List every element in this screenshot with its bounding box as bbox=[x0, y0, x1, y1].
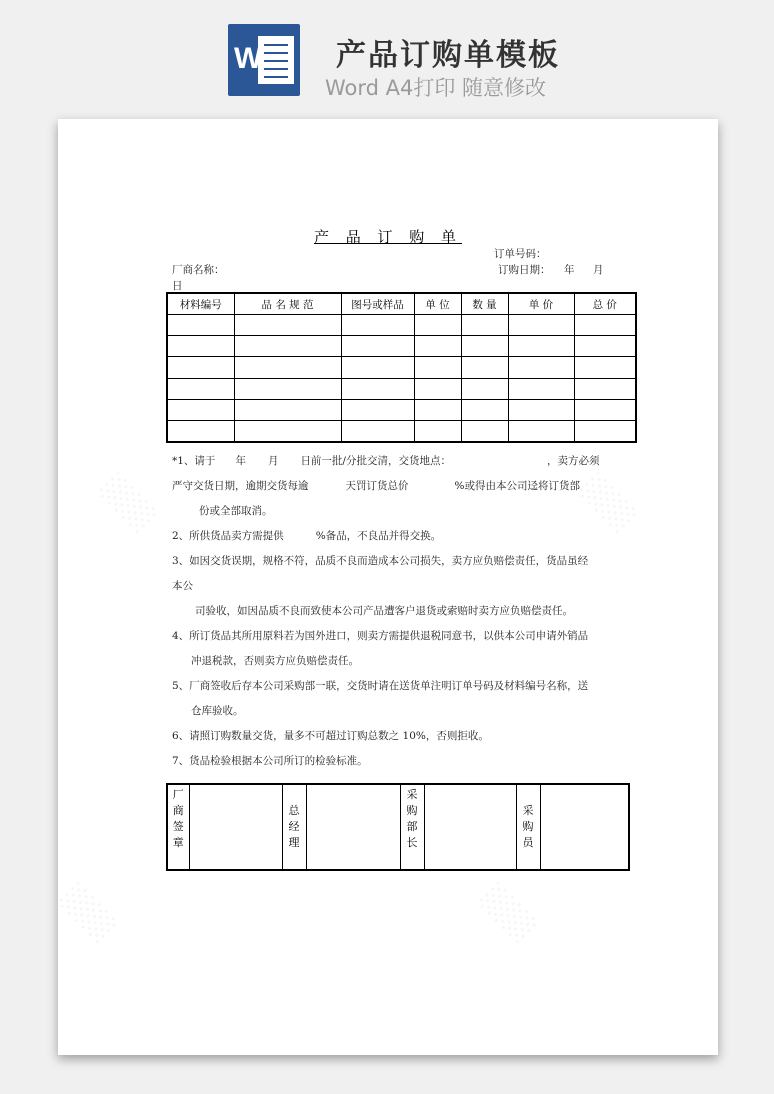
word-icon bbox=[228, 24, 300, 96]
term-2: 2、所供货品卖方需提供 %备品，不良品并得交换。 bbox=[172, 530, 442, 542]
order-number-label: 订单号码： bbox=[494, 248, 547, 260]
term-3-line-2: 本公 bbox=[172, 580, 193, 592]
term-4-line-2: 冲退税款，否则卖方应负赔偿责任。 bbox=[191, 655, 359, 667]
term-5-line-2: 仓库验收。 bbox=[191, 705, 244, 717]
signature-field-purchasing-manager[interactable] bbox=[424, 784, 516, 870]
table-row bbox=[167, 357, 636, 378]
banner-title: 产品订购单模板 bbox=[336, 38, 560, 73]
term-1-line-3: 份或全部取消。 bbox=[199, 505, 273, 517]
table-header-row bbox=[167, 293, 636, 315]
table-header-cell: 单 价 bbox=[508, 293, 574, 315]
term-1-line-1: *1、请于 年 月 日前一批/分批交清，交货地点： ，卖方必须 bbox=[172, 455, 600, 467]
table-header-cell: 总 价 bbox=[574, 293, 636, 315]
order-date-day: 日 bbox=[172, 280, 183, 292]
order-date-year: 年 bbox=[564, 264, 575, 276]
term-6: 6、请照订购数量交货，量多不可超过订购总数之 10%，否则拒收。 bbox=[172, 730, 489, 742]
watermark: ░░░ bbox=[56, 882, 120, 946]
order-date-label: 订购日期： bbox=[498, 264, 551, 276]
table-header-cell: 品 名 规 范 bbox=[234, 293, 341, 315]
term-1-line-2: 严守交货日期，逾期交货每逾 天罚订货总价 %或得由本公司迳将订货部 bbox=[172, 480, 580, 492]
signature-table bbox=[166, 783, 630, 871]
order-date-month: 月 bbox=[593, 264, 604, 276]
table-row bbox=[167, 378, 636, 399]
signature-label-purchasing-manager: 采购部长 bbox=[400, 784, 424, 870]
signature-label-vendor: 厂商签章 bbox=[167, 784, 189, 870]
watermark: ░░░ bbox=[476, 882, 540, 946]
table-header-cell: 图号或样品 bbox=[341, 293, 414, 315]
watermark: ░░░ bbox=[576, 472, 640, 536]
table-row bbox=[167, 336, 636, 357]
term-5-line-1: 5、厂商签收后存本公司采购部一联，交货时请在送货单注明订单号码及材料编号名称，送 bbox=[172, 680, 589, 692]
term-4-line-1: 4、所订货品其所用原料若为国外进口，则卖方需提供退税同意书，以供本公司申请外销品 bbox=[172, 630, 589, 642]
table-header-cell: 数 量 bbox=[461, 293, 508, 315]
banner bbox=[0, 0, 774, 118]
table-header-cell: 单 位 bbox=[414, 293, 461, 315]
signature-field-vendor[interactable] bbox=[189, 784, 282, 870]
table-row bbox=[167, 420, 636, 442]
signature-label-general-manager: 总经理 bbox=[282, 784, 306, 870]
watermark: ░░░ bbox=[96, 472, 160, 536]
signature-field-general-manager[interactable] bbox=[306, 784, 400, 870]
order-table bbox=[166, 292, 637, 443]
term-3-line-1: 3、如因交货误期，规格不符，品质不良而造成本公司损失，卖方应负赔偿责任，货品虽经 bbox=[172, 555, 589, 567]
table-row bbox=[167, 399, 636, 420]
term-7: 7、货品检验根据本公司所订的检验标准。 bbox=[172, 755, 368, 767]
document-title: 产 品 订 购 单 bbox=[313, 228, 463, 246]
term-3-line-3: 司验收，如因品质不良而致使本公司产品遭客户退货或索赔时卖方应负赔偿责任。 bbox=[195, 605, 573, 617]
banner-subtitle: Word A4打印 随意修改 bbox=[325, 76, 547, 100]
table-row bbox=[167, 315, 636, 336]
word-icon-letter: W bbox=[234, 42, 263, 75]
table-header-cell: 材料编号 bbox=[167, 293, 234, 315]
document-page bbox=[58, 119, 718, 1055]
vendor-name-label: 厂商名称： bbox=[172, 264, 225, 276]
signature-field-buyer[interactable] bbox=[540, 784, 629, 870]
word-sheet bbox=[258, 36, 294, 84]
signature-label-buyer: 采购员 bbox=[516, 784, 540, 870]
